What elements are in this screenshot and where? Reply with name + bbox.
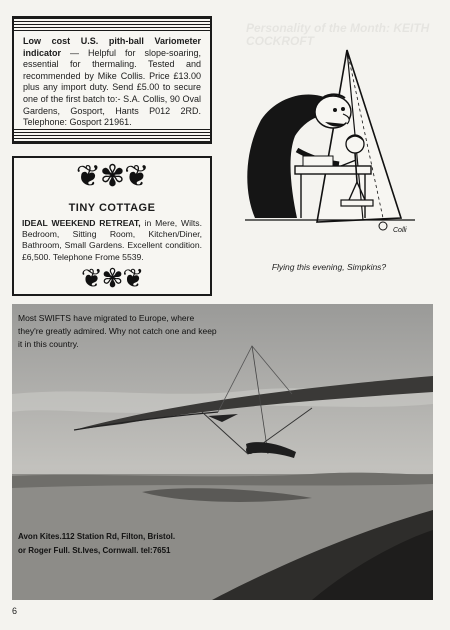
cottage-ad-body: in Mere, Wilts. Bedroom, Sitting Room, Kitchen/Diner, Bathroom, Small Gardens. Excellent condition. £6,500. Telephone Frome 5539. — [22, 218, 202, 262]
variometer-ad — [12, 16, 212, 144]
cottage-ad-heading: TINY COTTAGE — [68, 202, 156, 214]
credit-line-1: Avon Kites.112 Station Rd, Filton, Bristol. — [18, 532, 176, 541]
cartoon-signature: Colli — [393, 227, 407, 234]
ornament-bottom-icon: ❦✾❦ — [80, 264, 144, 294]
credit-line-2: or Roger Full. St.Ives, Cornwall. tel:7651 — [18, 546, 171, 555]
variometer-ad-body: — Helpful for slope-soaring, essential for thermaling. Tested and recommended by Mike Collis. Price £13.00 plus any import duty. Send £5.00 to secure one of the first batch to:- S.A. Collis, 90 Oval Gardens, Gosport, Hants P012 2RD. Telephone: Gosport 21961. — [23, 47, 201, 128]
hatched-border-bottom — [14, 129, 210, 142]
cottage-ad-lead: IDEAL WEEKEND RETREAT, — [22, 218, 141, 228]
page-number: 6 — [12, 606, 18, 616]
cottage-ad — [12, 156, 212, 296]
cottage-ad-text — [22, 218, 202, 263]
cartoon-caption: Flying this evening, Simpkins? — [271, 262, 387, 272]
cartoon-illustration — [225, 40, 433, 240]
swifts-photo-ad — [12, 304, 433, 600]
swifts-ad-credit — [18, 530, 228, 558]
variometer-ad-title: Low cost U.S. pith-ball Variometer indicator — [23, 36, 201, 58]
swifts-ad-text: Most SWIFTS have migrated to Europe, where they're greatly admired. Why not catch one and keep it in this country. — [18, 313, 217, 349]
ornament-top-icon: ❦✾❦ — [75, 159, 149, 194]
hatched-border-top — [14, 18, 210, 31]
variometer-ad-text — [23, 36, 201, 129]
show-through-text: Personality of the Month: KEITH COCKROFT — [246, 21, 430, 48]
